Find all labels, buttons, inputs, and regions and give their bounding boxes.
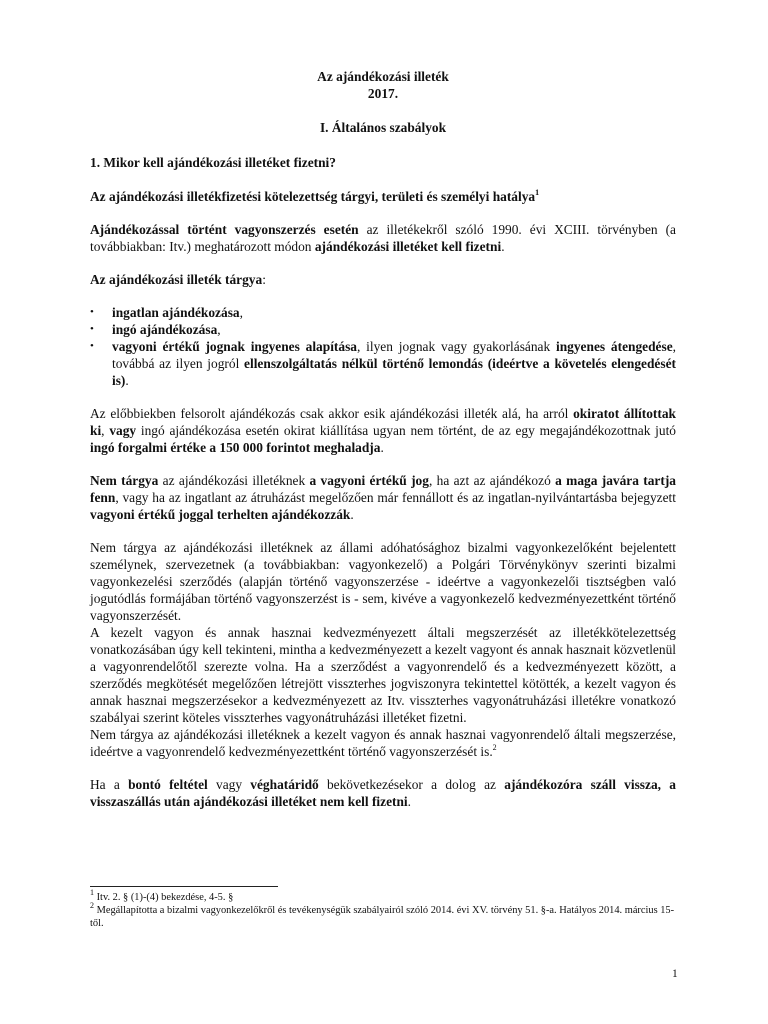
paragraph-condition: Az előbbiekben felsorolt ajándékozás csak akkor esik ajándékozási illeték alá, ha arról okiratot állítottak ki, vagy ingó ajándékozása esetén okirat kiállítása ugyan nem történt, de az egy megajándékozottnak jutó ingó forgalmi értéke a 150 000 forintot meghaladja.	[90, 406, 676, 455]
document-year: 2017.	[367, 86, 399, 101]
section-heading: I. Általános szabályok	[319, 120, 447, 135]
page-number: 1	[672, 968, 678, 980]
footnote-2: $^2$ Megállapította a bizalmi vagyonkezelőkről és tevékenységük szabályairól szóló 2014. évi XV. törvény 51. §-a. Hatályos 2014. március 15-től.	[90, 900, 675, 929]
scope-heading: Az ajándékozási illetékfizetési kötelezettség tárgyi, területi és személyi hatálya$^1$	[90, 187, 540, 204]
question-heading: 1. Mikor kell ajándékozási illetéket fizetni?	[90, 155, 336, 170]
paragraph-trust-b: A kezelt vagyon és annak hasznai kedvezményezett általi megszerzését az illetékkötelezettség vonatkozásában úgy kell tekinteni, mintha a kedvezményezett a kezelt vagyont és annak hasznait közvetlenül a vagyonrendelőtől szerezte volna. Ha a szerződést a vagyonrendelő és a kedvezményezett között, a szerződés megkötését megelőzően létrejött visszterhes jogviszonyra tekintettel kötötték, a kezelt vagyon és annak hasznai megszerzésekor a kedvezményezett az Itv. visszterhes vagyonátruházási illetékre vonatkozó szabályai szerint köteles visszterhes vagyonátruházási illetéket fizetni.	[90, 625, 676, 725]
list-item: • ingó ajándékozása,	[112, 321, 676, 338]
footnote-ref-2: 2	[492, 742, 497, 752]
document-page	[90, 68, 676, 810]
paragraph-intro: Ajándékozással történt vagyonszerzés esetén az illetékekről szóló 1990. évi XCIII. törvényben (a továbbiakban: Itv.) meghatározott módon ajándékozási illetéket kell fizetni.	[90, 222, 676, 254]
list-item: • ingatlan ajándékozása,	[112, 304, 676, 321]
footnote-ref-1: 1	[535, 187, 540, 197]
footnote-1: $^1$ Itv. 2. § (1)-(4) bekezdése, 4-5. §	[90, 887, 234, 903]
list-item: • vagyoni értékű jognak ingyenes alapítása, ilyen jognak vagy gyakorlásának ingyenes átengedése, továbbá az ilyen jogról ellenszolgáltatás nélkül történő lemondás (ideértve a követelés elengedését is).	[112, 338, 676, 389]
subject-label: Az ajándékozási illeték tárgya:	[90, 272, 266, 287]
subject-list	[90, 304, 676, 389]
paragraph-trust-c: Nem tárgya az ajándékozási illetéknek a kezelt vagyon és annak hasznai vagyonrendelő általi megszerzése, ideértve a vagyonrendelő kedvezményezettként történő vagyonszerzését is.$^2$	[90, 727, 676, 759]
paragraph-trust-a: Nem tárgya az ajándékozási illetéknek az állami adóhatósághoz bizalmi vagyonkezelőként bejelentett személynek, szervezetnek (a továbbiakban: vagyonkezelő) a Polgári Törvénykönyv szerinti bizalmi vagyonkezelési szerződés (alapján történő vagyonszerzése - ideértve a vagyonkezelői tisztségben való jogutódlás formájában történő vagyonszerzést is - sem, kivéve a vagyonkezelő kedvezményezettként történő vagyonszerzését.	[90, 540, 676, 623]
footnotes	[90, 886, 676, 930]
paragraph-revert: Ha a bontó feltétel vagy véghatáridő bekövetkezésekor a dolog az ajándékozóra száll vissza, a visszaszállás után ajándékozási illetéket nem kell fizetni.	[90, 777, 676, 809]
document-title: Az ajándékozási illeték	[317, 69, 449, 84]
footnote-divider	[90, 886, 278, 887]
paragraph-exclusion: Nem tárgya az ajándékozási illetéknek a vagyoni értékű jog, ha azt az ajándékozó a maga javára tartja fenn, vagy ha az ingatlant az átruházást megelőzően már fennállott és az ingatlan-nyilvántartásba bejegyzett vagyoni értékű joggal terhelten ajándékozzák.	[90, 473, 676, 522]
